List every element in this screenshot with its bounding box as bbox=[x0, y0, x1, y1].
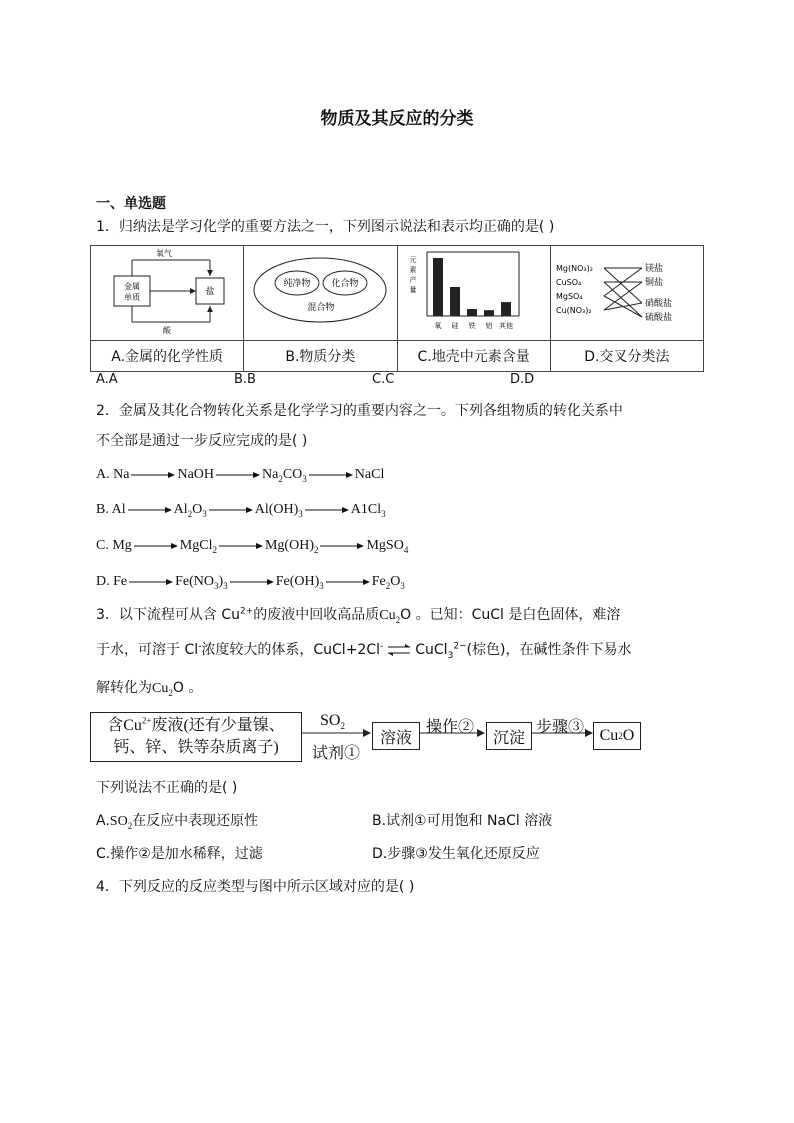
fig-d-left-2: CuSO₄ bbox=[555, 278, 582, 287]
fig-a-metal-properties bbox=[92, 246, 242, 336]
page-title: 物质及其反应的分类 bbox=[320, 109, 474, 129]
caption-c: C.地壳中元素含量 bbox=[397, 341, 550, 372]
arrow-icon bbox=[230, 577, 274, 587]
q3-process-flow bbox=[90, 712, 650, 764]
flow-box-waste-liquid: 含$Cu^{2+}$废液(还有少量镍、 钙、锌、铁等杂质离子) bbox=[90, 712, 302, 762]
fig-a-top-label: 氧气 bbox=[156, 249, 173, 258]
fig-c-bar bbox=[450, 287, 460, 316]
arrow-icon bbox=[129, 577, 173, 587]
arrow-icon bbox=[131, 470, 175, 480]
fig-c-bar bbox=[433, 258, 443, 316]
fig-b-inner-label-2: 化合物 bbox=[331, 279, 359, 289]
fig-a-left-label-2: 单质 bbox=[124, 293, 141, 302]
q2-option-c[interactable]: C. Mg MgCl$_2$ $Mg(OH)_2$ MgSO$_4$ bbox=[96, 538, 409, 555]
q3-stem-1: 3．以下流程可从含 $Cu^{2+}$的废液中回收高品质$Cu_2O$ 。已知：CuCl 是白色固体，难溶 bbox=[96, 606, 621, 625]
caption-b: B.物质分类 bbox=[244, 341, 397, 372]
fig-a-cell bbox=[91, 246, 244, 341]
section-heading: 一、单选题 bbox=[96, 196, 166, 212]
fig-a-bottom-label: 酸 bbox=[163, 326, 172, 335]
fig-d-cross-classification bbox=[552, 246, 702, 336]
fig-c-ylabel-3: 产 bbox=[409, 276, 417, 284]
fig-c-cell bbox=[397, 246, 550, 341]
q3-option-c[interactable]: C.操作②是加水稀释，过滤 bbox=[96, 846, 263, 862]
arrow-icon bbox=[320, 541, 364, 551]
q3-stem-2: 于水，可溶于 Cl-浓度较大的体系，CuCl+2Cl- CuCl$_3^{2-}$(棕色)，在碱性条件下易水 bbox=[96, 641, 632, 661]
flow-operation-label: 操作② bbox=[426, 719, 475, 736]
caption-d: D.交叉分类法 bbox=[550, 341, 703, 372]
fig-c-crust-chart bbox=[399, 246, 549, 336]
fig-d-right-3: 硝酸盐 bbox=[644, 299, 672, 309]
q1-stem: 1．归纳法是学习化学的重要方法之一，下列图示说法和表示均正确的是( ) bbox=[96, 219, 555, 235]
fig-b-inner-label-1: 纯净物 bbox=[283, 279, 311, 289]
arrow-icon bbox=[305, 505, 349, 515]
fig-c-tick-label: 硅 bbox=[451, 322, 459, 330]
flow-reagent-bottom: 试剂① bbox=[312, 745, 361, 762]
fig-c-tick-label: 铁 bbox=[468, 322, 476, 330]
q2-option-d[interactable]: D. Fe $Fe(NO_3)_3$ $Fe(OH)_3$ $Fe_2O_3$ bbox=[96, 574, 405, 591]
flow-box-precipitate: 沉淀 bbox=[486, 722, 532, 750]
arrow-icon bbox=[309, 470, 353, 480]
q1-option-d[interactable]: D.D bbox=[510, 372, 535, 387]
arrow-icon bbox=[326, 577, 370, 587]
q3-ask: 下列说法不正确的是( ) bbox=[96, 780, 238, 796]
q1-option-c[interactable]: C.C bbox=[372, 372, 395, 387]
fig-b-cell bbox=[244, 246, 397, 341]
flow-reagent-top: $SO_2$ bbox=[320, 712, 345, 732]
arrow-icon bbox=[128, 505, 172, 515]
arrow-icon bbox=[216, 470, 260, 480]
q3-option-d[interactable]: D.步骤③发生氧化还原反应 bbox=[372, 846, 540, 862]
fig-c-tick-label: 铝 bbox=[485, 322, 493, 330]
flow-box-product: Cu 2 O bbox=[593, 722, 641, 750]
fig-c-bar bbox=[484, 310, 494, 316]
fig-a-right-label: 盐 bbox=[205, 287, 215, 297]
fig-c-bar bbox=[501, 302, 511, 316]
fig-d-right-1: 镁盐 bbox=[644, 264, 663, 274]
arrow-icon bbox=[134, 541, 178, 551]
flow-box-solution: 溶液 bbox=[372, 722, 420, 750]
q3-option-b[interactable]: B.试剂①可用饱和 NaCl 溶液 bbox=[372, 813, 553, 829]
fig-c-ylabel-1: 元 bbox=[409, 256, 417, 264]
fig-c-tick-label: 氧 bbox=[434, 322, 442, 330]
q2-stem-2: 不全部是通过一步反应完成的是( ) bbox=[96, 433, 308, 449]
q1-option-b[interactable]: B.B bbox=[234, 372, 256, 387]
fig-c-ylabel-2: 素 bbox=[409, 266, 417, 274]
equilibrium-arrow-icon bbox=[386, 641, 412, 659]
fig-b-outer-label: 混合物 bbox=[307, 303, 335, 313]
fig-d-cell bbox=[550, 246, 703, 341]
fig-d-left-3: MgSO₄ bbox=[555, 292, 583, 301]
arrow-icon bbox=[209, 505, 253, 515]
q3-stem-3: 解转化为$Cu_2O$ 。 bbox=[96, 680, 203, 698]
fig-a-left-label-1: 金属 bbox=[124, 282, 141, 291]
fig-c-ylabel-4: 量 bbox=[409, 286, 417, 294]
fig-d-right-4: 硫酸盐 bbox=[644, 313, 672, 323]
arrow-icon bbox=[219, 541, 263, 551]
q4-stem: 4．下列反应的反应类型与图中所示区域对应的是( ) bbox=[96, 879, 415, 895]
q2-option-b[interactable]: B. Al $Al_2O_3$ $Al(OH)_3$ $A1Cl_3$ bbox=[96, 502, 386, 519]
fig-c-tick-label: 其他 bbox=[498, 322, 513, 330]
q1-option-a[interactable]: A.A bbox=[96, 372, 118, 387]
fig-d-right-2: 铜盐 bbox=[644, 278, 663, 288]
fig-d-left-4: Cu(NO₃)₂ bbox=[555, 306, 592, 315]
fig-b-substance-classification bbox=[245, 246, 395, 336]
fig-d-left-1: Mg(NO₃)₂ bbox=[555, 264, 593, 273]
q2-option-a[interactable]: A. Na NaOH $Na_2CO_3$ NaCl bbox=[96, 467, 385, 484]
q3-option-a[interactable]: $A.SO_2$在反应中表现还原性 bbox=[96, 813, 259, 831]
q2-stem-1: 2．金属及其化合物转化关系是化学学习的重要内容之一。下列各组物质的转化关系中 bbox=[96, 403, 623, 419]
caption-a: A.金属的化学性质 bbox=[91, 341, 244, 372]
q1-figure-table bbox=[90, 245, 704, 372]
fig-c-bar bbox=[467, 309, 477, 316]
flow-step-label: 步骤③ bbox=[536, 719, 585, 736]
